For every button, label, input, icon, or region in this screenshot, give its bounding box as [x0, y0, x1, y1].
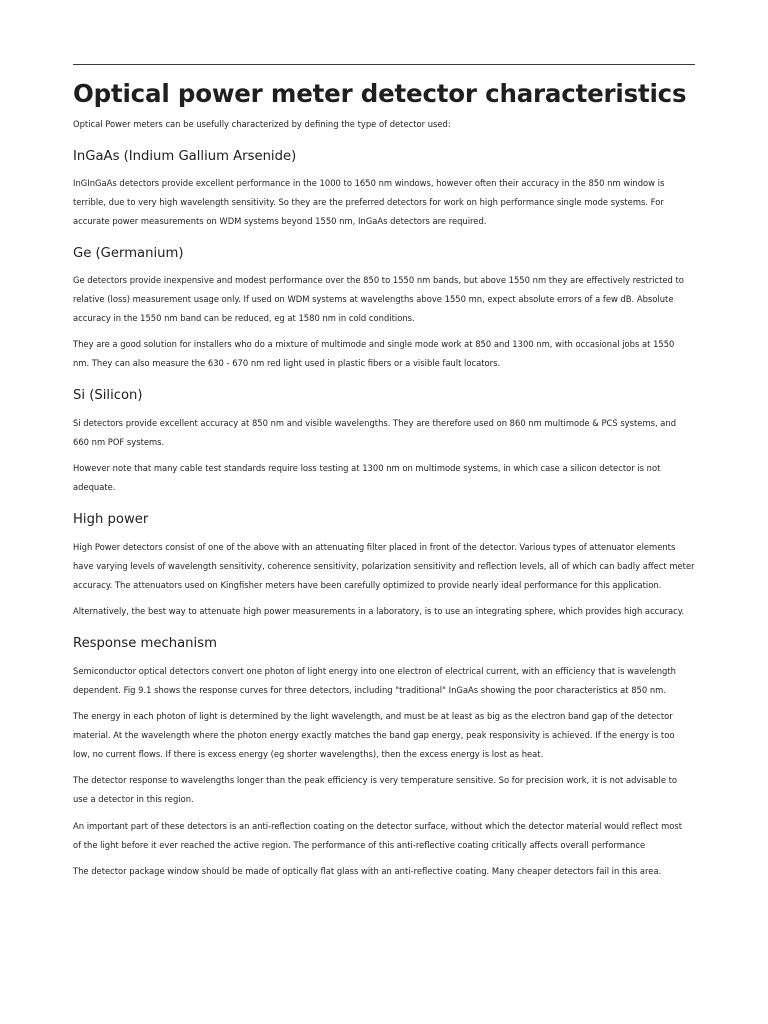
text-line: InGInGaAs detectors provide excellent performance in the 1000 to 1650 nm windows, however often their accuracy in the 850 nm window is [73, 178, 665, 188]
section-heading-germanium: Ge (Germanium) [73, 246, 184, 261]
paragraph-ingaas-1 [73, 174, 695, 231]
text-line: adequate. [73, 482, 116, 492]
text-line: use a detector in this region. [73, 794, 194, 804]
text-line: accuracy. The attenuators used on Kingfisher meters have been carefully optimized to provide nearly ideal performance for this application. [73, 580, 662, 590]
section-heading-silicon: Si (Silicon) [73, 388, 143, 403]
section-heading-high-power: High power [73, 512, 149, 527]
paragraph-high-power-2 [73, 602, 695, 621]
text-line: nm. They can also measure the 630 - 670 nm red light used in plastic fibers or a visible fault locators. [73, 358, 501, 368]
text-line: relative (loss) measurement usage only. If used on WDM systems at wavelengths above 1550 mn, expect absolute errors of a few dB. Absolute [73, 294, 674, 304]
text-line: They are a good solution for installers who do a mixture of multimode and single mode work at 850 and 1300 nm, with occasional jobs at 1550 [73, 339, 675, 349]
text-line: Alternatively, the best way to attenuate high power measurements in a laboratory, is to use an integrating sphere, which provides high accuracy. [73, 606, 685, 616]
paragraph-response-5 [73, 862, 695, 881]
paragraph-response-1 [73, 662, 695, 700]
text-line: of the light before it ever reached the active region. The performance of this anti-reflective coating critically affects overall performance [73, 840, 646, 850]
text-line: High Power detectors consist of one of the above with an attenuating filter placed in front of the detector. Various types of attenuator elements [73, 542, 676, 552]
paragraph-response-2 [73, 707, 695, 764]
text-line: The energy in each photon of light is determined by the light wavelength, and must be at least as big as the electron band gap of the detector [73, 711, 673, 721]
text-line: material. At the wavelength where the photon energy exactly matches the band gap energy, peak responsivity is achieved. If the energy is too [73, 730, 675, 740]
text-line: low, no current flows. If there is excess energy (eg shorter wavelengths), then the excess energy is lost as heat. [73, 749, 544, 759]
text-line: An important part of these detectors is an anti-reflection coating on the detector surface, without which the detector material would reflect most [73, 821, 683, 831]
paragraph-germanium-1 [73, 271, 695, 328]
paragraph-response-3 [73, 771, 695, 809]
text-line: 660 nm POF systems. [73, 437, 165, 447]
text-line: accuracy in the 1550 nm band can be reduced, eg at 1580 nm in cold conditions. [73, 313, 415, 323]
text-line: Ge detectors provide inexpensive and modest performance over the 850 to 1550 nm bands, but above 1550 nm they are effectively restricted to [73, 275, 684, 285]
top-divider [73, 64, 695, 65]
intro-paragraph: Optical Power meters can be usefully characterized by defining the type of detector used: [73, 119, 451, 129]
text-line: The detector response to wavelengths longer than the peak efficiency is very temperature sensitive. So for precision work, it is not advisable to [73, 775, 678, 785]
page-title: Optical power meter detector characteristics [73, 79, 687, 108]
paragraph-germanium-2 [73, 335, 695, 373]
paragraph-silicon-1 [73, 414, 695, 452]
text-line: The detector package window should be made of optically flat glass with an anti-reflective coating. Many cheaper detectors fail in this area. [73, 866, 662, 876]
text-line: have varying levels of wavelength sensitivity, coherence sensitivity, polarization sensitivity and reflection levels, all of which can badly affect meter [73, 561, 695, 571]
section-heading-ingaas: InGaAs (Indium Gallium Arsenide) [73, 149, 297, 164]
paragraph-high-power-1 [73, 538, 695, 595]
text-line: terrible, due to very high wavelength sensitivity. So they are the preferred detectors for work on high performance single mode systems. For [73, 197, 664, 207]
text-line: accurate power measurements on WDM systems beyond 1550 nm, InGaAs detectors are required. [73, 216, 487, 226]
paragraph-silicon-2 [73, 459, 695, 497]
paragraph-response-4 [73, 817, 695, 855]
text-line: Semiconductor optical detectors convert one photon of light energy into one electron of electrical current, with an efficiency that is wavelength [73, 666, 676, 676]
text-line: Si detectors provide excellent accuracy at 850 nm and visible wavelengths. They are therefore used on 860 nm multimode & PCS systems, and [73, 418, 677, 428]
text-line: dependent. Fig 9.1 shows the response curves for three detectors, including "traditional" InGaAs showing the poor characteristics at 850 nm. [73, 685, 666, 695]
section-heading-response-mechanism: Response mechanism [73, 636, 217, 651]
text-line: However note that many cable test standards require loss testing at 1300 nm on multimode systems, in which case a silicon detector is not [73, 463, 661, 473]
